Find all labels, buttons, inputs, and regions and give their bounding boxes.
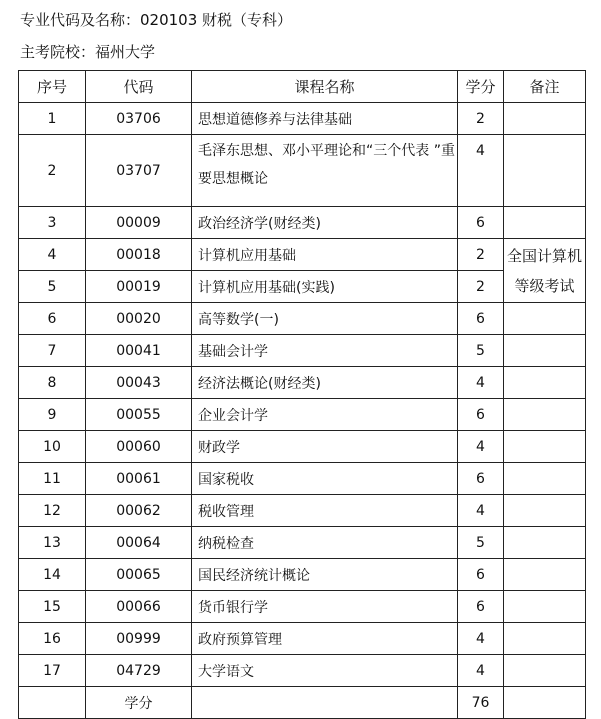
row-code: 00062 (86, 495, 192, 527)
row-no: 11 (19, 463, 86, 495)
row-course-name: 思想道德修养与法律基础 (192, 103, 458, 135)
row-credit: 4 (458, 655, 504, 687)
row-note (504, 623, 586, 655)
row-no: 14 (19, 559, 86, 591)
table-row (19, 239, 586, 271)
row-no: 17 (19, 655, 86, 687)
row-code: 00009 (86, 207, 192, 239)
total-row-no (19, 687, 86, 719)
row-code: 00066 (86, 591, 192, 623)
table-row (19, 527, 586, 559)
row-note (504, 655, 586, 687)
row-no: 5 (19, 271, 86, 303)
table-row (19, 303, 586, 335)
row-no: 8 (19, 367, 86, 399)
row-note (504, 207, 586, 239)
row-no: 3 (19, 207, 86, 239)
row-note (504, 463, 586, 495)
row-credit: 4 (458, 367, 504, 399)
row-credit: 6 (458, 207, 504, 239)
row-course-name: 政府预算管理 (192, 623, 458, 655)
row-credit: 2 (458, 103, 504, 135)
row-no: 6 (19, 303, 86, 335)
column-header-code: 代码 (86, 71, 192, 103)
row-credit: 6 (458, 463, 504, 495)
row-code: 00041 (86, 335, 192, 367)
row-course-name: 纳税检查 (192, 527, 458, 559)
row-course-name: 计算机应用基础 (192, 239, 458, 271)
table-row (19, 431, 586, 463)
table-row (19, 559, 586, 591)
row-note (504, 591, 586, 623)
table-row (19, 399, 586, 431)
row-credit: 6 (458, 303, 504, 335)
row-no: 1 (19, 103, 86, 135)
row-course-name: 经济法概论(财经类) (192, 367, 458, 399)
row-credit: 4 (458, 431, 504, 463)
row-code: 03707 (86, 135, 192, 207)
row-course-name: 税收管理 (192, 495, 458, 527)
row-code: 03706 (86, 103, 192, 135)
row-note (504, 559, 586, 591)
row-credit: 2 (458, 239, 504, 271)
row-course-name: 基础会计学 (192, 335, 458, 367)
row-note (504, 135, 586, 207)
table-row (19, 655, 586, 687)
row-note (504, 431, 586, 463)
row-note (504, 367, 586, 399)
total-row (19, 687, 586, 719)
table-row (19, 335, 586, 367)
course-table (18, 70, 586, 719)
row-no: 4 (19, 239, 86, 271)
table-row (19, 623, 586, 655)
row-code: 00018 (86, 239, 192, 271)
table-row (19, 495, 586, 527)
row-credit: 5 (458, 527, 504, 559)
total-note (504, 687, 586, 719)
row-course-name: 企业会计学 (192, 399, 458, 431)
table-row (19, 271, 586, 303)
row-credit: 6 (458, 591, 504, 623)
row-note (504, 527, 586, 559)
row-note (504, 303, 586, 335)
row-no: 13 (19, 527, 86, 559)
column-header-credit: 学分 (458, 71, 504, 103)
row-note-computer-exam: 全国计算机等级考试 (504, 239, 586, 303)
row-credit: 4 (458, 495, 504, 527)
row-course-name: 高等数学(一) (192, 303, 458, 335)
row-no: 10 (19, 431, 86, 463)
row-code: 04729 (86, 655, 192, 687)
column-header-no: 序号 (19, 71, 86, 103)
row-no: 16 (19, 623, 86, 655)
row-code: 00060 (86, 431, 192, 463)
row-credit: 6 (458, 559, 504, 591)
table-row (19, 367, 586, 399)
row-credit: 4 (458, 623, 504, 655)
exam-school: 主考院校：福州大学 (20, 43, 156, 61)
row-code: 00055 (86, 399, 192, 431)
table-row (19, 207, 586, 239)
row-code: 00043 (86, 367, 192, 399)
row-no: 2 (19, 135, 86, 207)
row-code: 00064 (86, 527, 192, 559)
row-no: 7 (19, 335, 86, 367)
table-row (19, 103, 586, 135)
row-course-name: 国家税收 (192, 463, 458, 495)
total-course-name (192, 687, 458, 719)
row-course-name: 财政学 (192, 431, 458, 463)
major-code-and-name: 专业代码及名称：020103 财税（专科） (20, 11, 293, 29)
row-credit: 6 (458, 399, 504, 431)
row-no: 9 (19, 399, 86, 431)
row-course-name: 国民经济统计概论 (192, 559, 458, 591)
table-row (19, 591, 586, 623)
row-no: 12 (19, 495, 86, 527)
row-note (504, 103, 586, 135)
row-credit: 5 (458, 335, 504, 367)
row-code: 00999 (86, 623, 192, 655)
row-credit: 4 (458, 135, 504, 207)
row-note (504, 495, 586, 527)
row-credit: 2 (458, 271, 504, 303)
table-header-row (19, 71, 586, 103)
row-course-name: 计算机应用基础(实践) (192, 271, 458, 303)
row-course-name: 大学语文 (192, 655, 458, 687)
row-course-name: 政治经济学(财经类) (192, 207, 458, 239)
row-course-name: 毛泽东思想、邓小平理论和“三个代表 ”重要思想概论 (192, 135, 458, 207)
row-code: 00061 (86, 463, 192, 495)
column-header-course-name: 课程名称 (192, 71, 458, 103)
total-credit: 76 (458, 687, 504, 719)
row-note (504, 399, 586, 431)
row-no: 15 (19, 591, 86, 623)
row-code: 00065 (86, 559, 192, 591)
row-course-name: 货币银行学 (192, 591, 458, 623)
total-label: 学分 (86, 687, 192, 719)
row-note (504, 335, 586, 367)
column-header-note: 备注 (504, 71, 586, 103)
table-row (19, 135, 586, 207)
table-row (19, 463, 586, 495)
row-code: 00020 (86, 303, 192, 335)
row-code: 00019 (86, 271, 192, 303)
